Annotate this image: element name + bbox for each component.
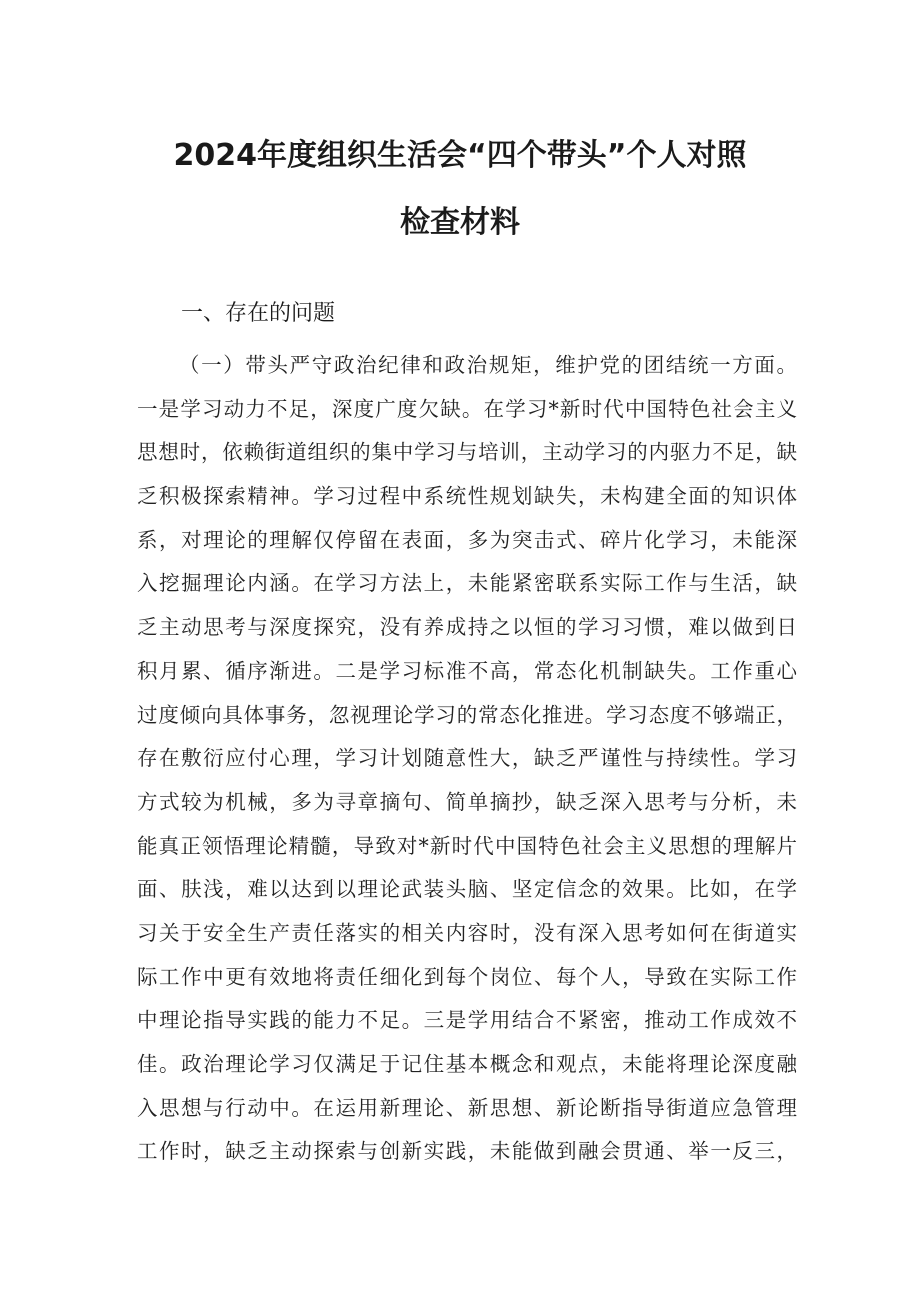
body-line: 过度倾向具体事务，忽视理论学习的常态化推进。学习态度不够端正， <box>137 702 798 727</box>
body-line: 入思想与行动中。在运用新理论、新思想、新论断指导街道应急管理 <box>137 1095 799 1120</box>
body-line: 方式较为机械，多为寻章摘句、简单摘抄，缺乏深入思考与分析，未 <box>137 789 799 814</box>
body-line: 乏主动思考与深度探究，没有养成持之以恒的学习习惯，难以做到日 <box>137 615 799 640</box>
document-title-line-1: 2024年度组织生活会“四个带头”个人对照 <box>173 138 747 173</box>
body-line: 能真正领悟理论精髓，导致对*新时代中国特色社会主义思想的理解片 <box>137 833 799 858</box>
body-line: 中理论指导实践的能力不足。三是学用结合不紧密，推动工作成效不 <box>137 1008 799 1033</box>
body-line: （一）带头严守政治纪律和政治规矩，维护党的团结统一方面。 <box>179 353 799 377</box>
document-title-line-2: 检查材料 <box>400 205 520 240</box>
body-line: 佳。政治理论学习仅满足于记住基本概念和观点，未能将理论深度融 <box>137 1052 799 1076</box>
body-line: 习关于安全生产责任落实的相关内容时，没有深入思考如何在街道实 <box>137 920 799 945</box>
body-line: 入挖掘理论内涵。在学习方法上，未能紧密联系实际工作与生活，缺 <box>137 571 799 596</box>
body-line: 一是学习动力不足，深度广度欠缺。在学习*新时代中国特色社会主义 <box>137 396 799 421</box>
body-line: 工作时，缺乏主动探索与创新实践，未能做到融会贯通、举一反三， <box>137 1139 799 1164</box>
body-line: 乏积极探索精神。学习过程中系统性规划缺失，未构建全面的知识体 <box>137 484 799 509</box>
body-line: 积月累、循序渐进。二是学习标准不高，常态化机制缺失。工作重心 <box>137 658 799 683</box>
body-paragraph <box>137 344 797 1174</box>
body-line: 面、肤浅，难以达到以理论武装头脑、坚定信念的效果。比如，在学 <box>137 877 799 902</box>
body-line: 际工作中更有效地将责任细化到每个岗位、每个人，导致在实际工作 <box>137 964 799 989</box>
body-line: 存在敷衍应付心理，学习计划随意性大，缺乏严谨性与持续性。学习 <box>137 746 799 771</box>
body-line: 系，对理论的理解仅停留在表面，多为突击式、碎片化学习，未能深 <box>137 527 799 552</box>
body-line: 思想时，依赖街道组织的集中学习与培训，主动学习的内驱力不足，缺 <box>137 440 798 465</box>
section-heading: 一、存在的问题 <box>181 301 336 326</box>
